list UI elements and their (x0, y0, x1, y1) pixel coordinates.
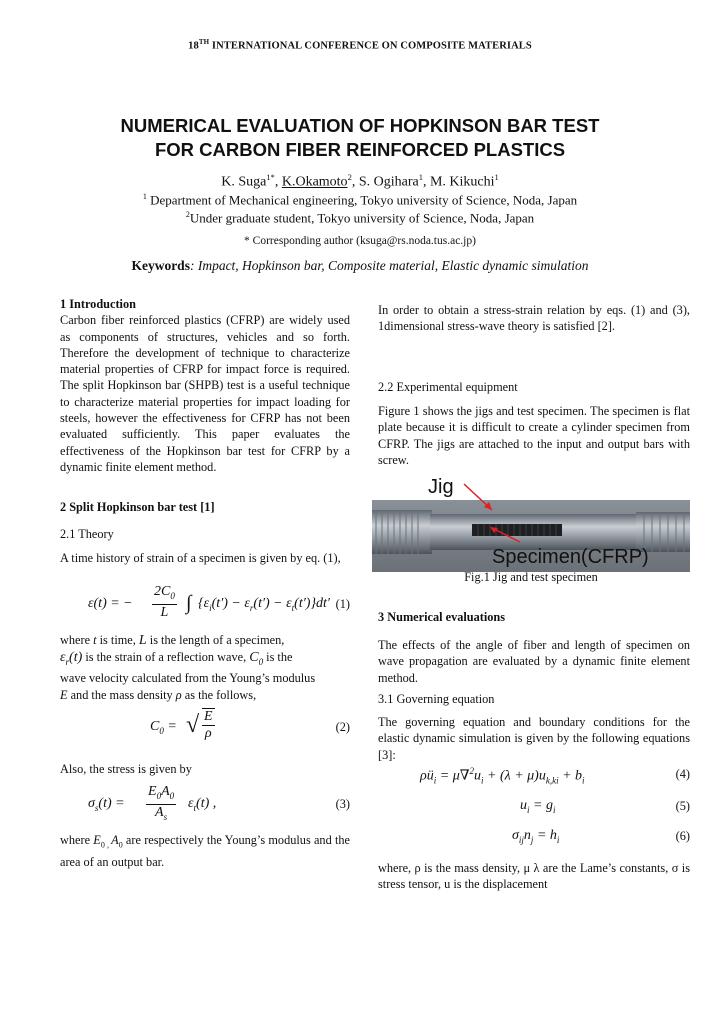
conference-header: 18TH INTERNATIONAL CONFERENCE ON COMPOSITE MATERIALS (188, 38, 532, 52)
equation-number: (1) (335, 597, 350, 611)
specimen-label: Specimen(CFRP) (492, 546, 649, 568)
corresponding-author: * Corresponding author (ksuga@rs.noda.tus.ac.jp) (244, 235, 476, 247)
subsection-heading: 3.1 Governing equation (378, 692, 495, 706)
equation-number: (6) (675, 829, 690, 843)
equation-number: (5) (675, 799, 690, 813)
stress-intro: Also, the stress is given by (60, 762, 192, 776)
equation-6: $\sigma_{ij}n_j = h_i$ (6) (512, 828, 690, 845)
equation-3: $\sigma_s(t)$ = $\frac{E_0A_0}{A_s}$ $\varepsilon_t(t)$ , (3) (88, 784, 350, 822)
paper-title (60, 114, 660, 162)
equation-number: (4) (675, 767, 690, 781)
equation-number: (3) (335, 797, 350, 811)
presenting-author: K.Okamoto (281, 174, 348, 190)
equation-2: $C_0$ = √ $\frac{E}{\rho}$ (2) (150, 709, 350, 741)
where-paragraph-1: where t is time, L is the length of a specimen, $\varepsilon_r(t)$ is the strain of a reflection wave, $C_0$ is the wave velocity calculated from the Young’s modulus E and the mass density ρ as the follows, (60, 633, 316, 702)
jig-label: Jig (428, 476, 454, 498)
equation-1: ε(t) = − $\frac{2C_0}{L}$ ∫ $\{\varepsilon_i(t') - \varepsilon_r(t') - \varepsilon_t(t')\}dt'$ (1) (88, 584, 350, 620)
right-intro-paragraph: In order to obtain a stress-strain relation by eqs. (1) and (3), 1dimensional stress-wave theory is satisfied [2]. (378, 303, 690, 334)
where-paragraph-3: where $E_{0 ,}$ $A_0$ are respectively the Young’s modulus and the area of an output bar. (60, 833, 350, 869)
title-line-1: NUMERICAL EVALUATION OF HOPKINSON BAR TEST (120, 115, 600, 136)
equation-5: $u_i = g_i$ (5) (520, 798, 690, 815)
section-heading: 2 Split Hopkinson bar test [1] (60, 500, 215, 514)
introduction-paragraph: Carbon fiber reinforced plastics (CFRP) are widely used as components of structures, vehicles and so forth. Therefore the development of technique to characterize material properties of CFRP for impact force is required. The split Hopkinson bar (SHPB) test is a useful technique to characterize material properties for impact loading for steels, however the effectiveness for CFRP has not been evaluated sufficiently. This paper evaluates the effectiveness of the Hopkinson bar test for CFRP by a dynamic finite element method. (60, 313, 350, 474)
numerical-paragraph: The effects of the angle of fiber and length of specimen on wave propagation are evaluated by a dynamic finite element method. (378, 638, 690, 685)
affiliation-1: $^1$ Department of Mechanical engineering, Tokyo university of Science, Noda, Japan (142, 192, 578, 208)
where-paragraph-right: where, ρ is the mass density, μ λ are the Lame’s constants, σ is stress tensor, u is the displacement (378, 861, 690, 892)
equation-number: (2) (335, 720, 350, 734)
section-heading: 1 Introduction (60, 297, 136, 311)
author-list: K. Suga$^{1*}$, K.Okamoto$^2$, S. Ogihara$^1$, M. Kikuchi$^1$ (221, 172, 499, 190)
affiliation-2: $^2$Under graduate student, Tokyo university of Science, Noda, Japan (185, 210, 535, 226)
subsection-heading: 2.1 Theory (60, 527, 114, 541)
figure-caption: Fig.1 Jig and test specimen (464, 570, 598, 584)
section-heading: 3 Numerical evaluations (378, 610, 506, 624)
equipment-paragraph: Figure 1 shows the jigs and test specimen. The specimen is flat plate because it is difficult to create a cylinder specimen from CFRP. The jigs are attached to the input and output bars with screw. (378, 404, 690, 467)
keywords: Keywords: Impact, Hopkinson bar, Composite material, Elastic dynamic simulation (131, 258, 589, 273)
theory-paragraph: A time history of strain of a specimen is given by eq. (1), (60, 551, 341, 565)
section-introduction (60, 296, 350, 475)
title-line-2: FOR CARBON FIBER REINFORCED PLASTICS (154, 139, 566, 160)
subsection-heading: 2.2 Experimental equipment (378, 380, 518, 394)
equation-4: $\rho ü_i = \mu\nabla^2u_i + (\lambda + \mu)u_{k,ki} + b_i$ (4) (420, 766, 690, 786)
governing-paragraph: The governing equation and boundary conditions for the elastic dynamic simulation is given by the following equations [3]: (378, 715, 690, 762)
